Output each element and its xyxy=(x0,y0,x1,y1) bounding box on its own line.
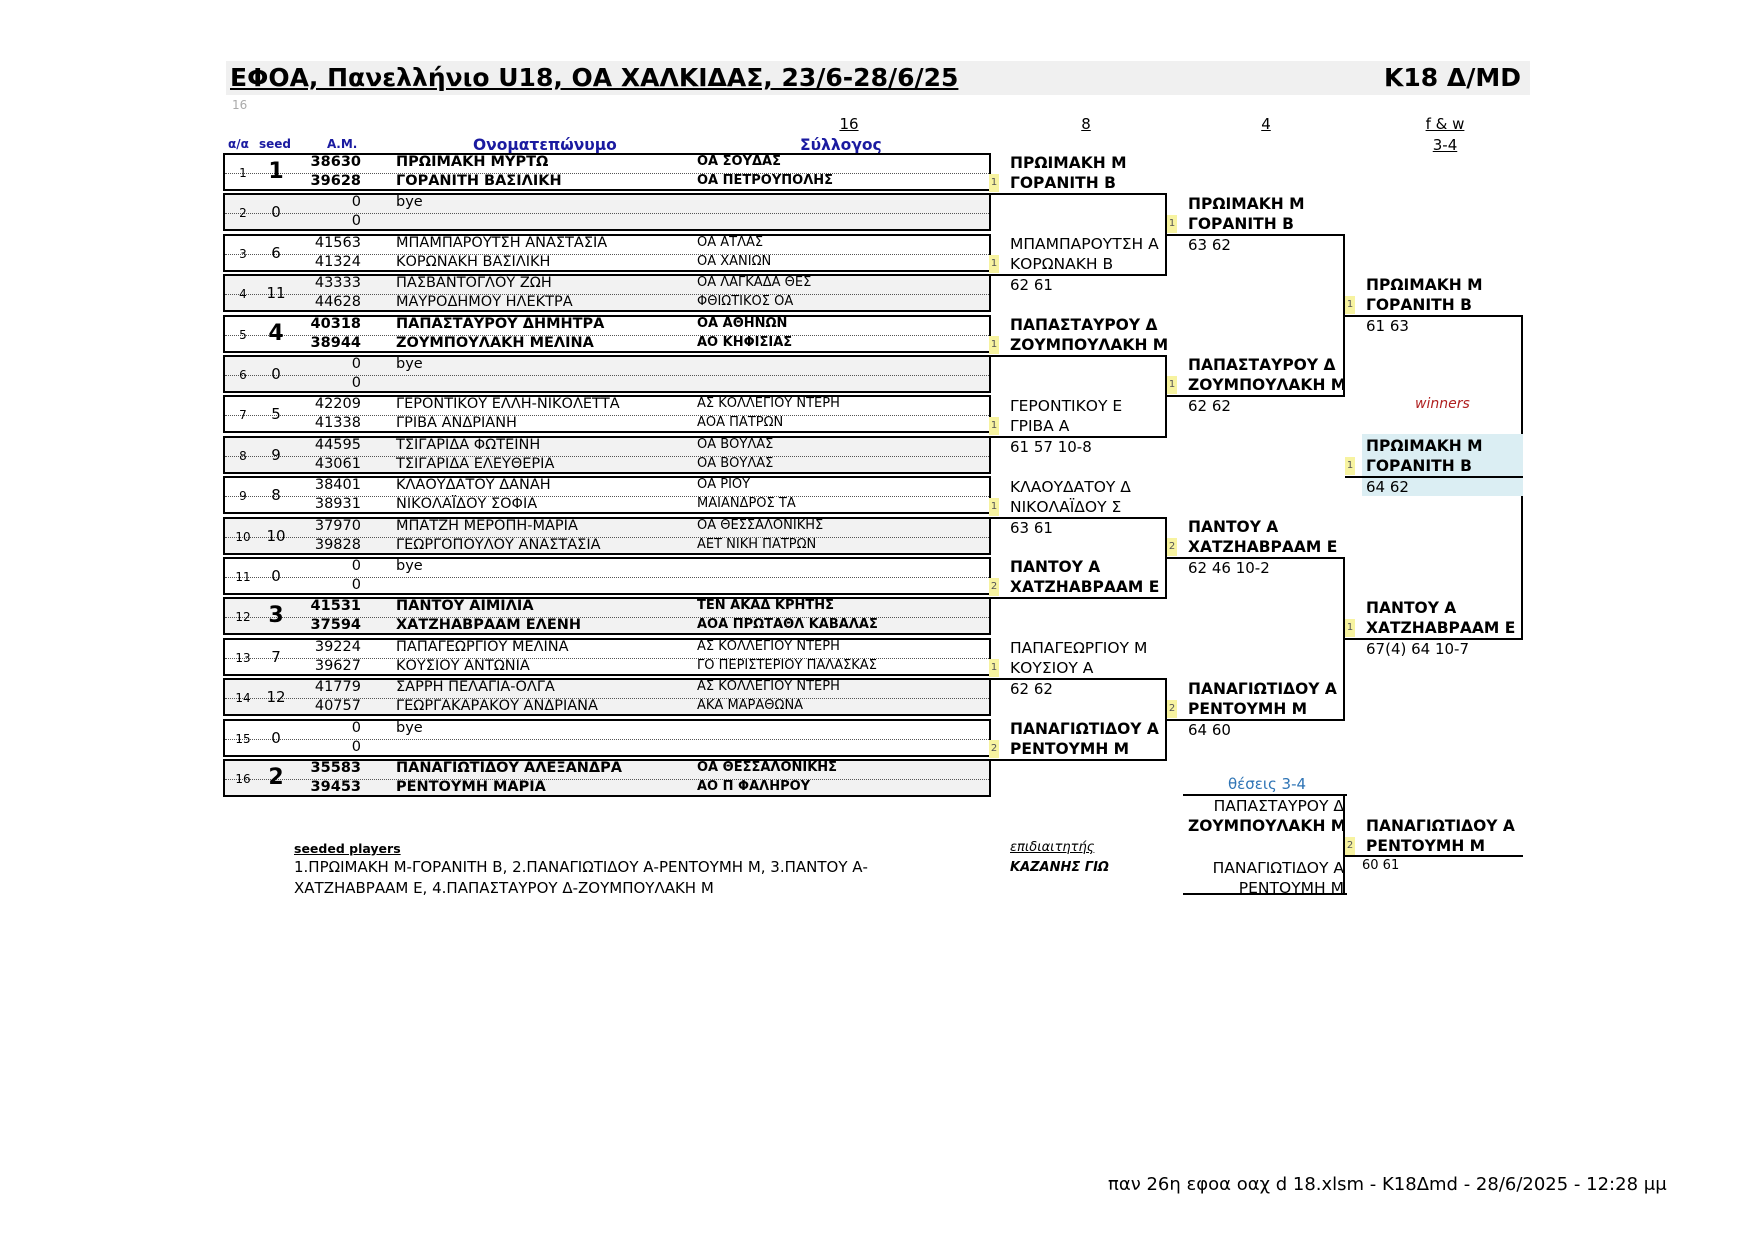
club-name: ΟΑ ΘΕΣΣΑΛΟΝΙΚΗΣ xyxy=(697,517,824,533)
third-place-score: 60 61 xyxy=(1362,858,1400,873)
member-id: 43061 xyxy=(314,455,361,472)
entry-seed: 8 xyxy=(271,486,281,505)
winner-marker: 1 xyxy=(989,498,999,516)
winner-marker: 2 xyxy=(1167,700,1177,718)
club-name: ΑΕΤ ΝΙΚΗ ΠΑΤΡΩΝ xyxy=(697,536,817,552)
player-name: ΣΑΡΡΗ ΠΕΛΑΓΙΑ-ΟΛΓΑ xyxy=(396,679,555,696)
member-id: 37594 xyxy=(310,617,361,634)
match-winner-name: ΧΑΤΖΗΑΒΡΑΑΜ Ε xyxy=(1010,578,1160,597)
entry-number: 2 xyxy=(239,206,247,221)
club-name: ΑΟ Π ΦΑΛΗΡΟΥ xyxy=(697,779,811,794)
entry-row xyxy=(223,355,991,393)
match-winner-name: ΠΑΝΤΟΥ Α xyxy=(1366,598,1457,617)
member-id: 0 xyxy=(351,375,361,391)
winner-marker: 1 xyxy=(989,336,999,354)
match-score: 61 63 xyxy=(1366,316,1409,335)
entry-number: 16 xyxy=(235,772,251,786)
club-name: ΑΣ ΚΟΛΛΕΓΙΟΥ ΝΤΕΡΗ xyxy=(697,638,840,654)
winners-label: winners xyxy=(1415,396,1470,412)
entry-row xyxy=(223,517,991,555)
member-id: 0 xyxy=(351,558,361,574)
member-id: 0 xyxy=(351,356,361,372)
match-winner-name: ΠΑΠΑΣΤΑΥΡΟΥ Δ xyxy=(1010,316,1158,334)
col-seed: seed xyxy=(259,137,292,151)
player-name: ΖΟΥΜΠΟΥΛΑΚΗ ΜΕΛΙΝΑ xyxy=(396,334,594,351)
match-winner-name: ΜΠΑΜΠΑΡΟΥΤΣΗ Α xyxy=(1010,235,1159,254)
player-name: ΠΑΣΒΑΝΤΟΓΛΟΥ ΖΩΗ xyxy=(396,275,552,292)
referee-name: ΚΑΖΑΝΗΣ ΓΙΩ xyxy=(1010,860,1109,875)
match-winner-name: ΚΟΥΣΙΟΥ Α xyxy=(1010,659,1094,678)
member-id: 43333 xyxy=(314,275,361,292)
player-name: ΚΟΡΩΝΑΚΗ ΒΑΣΙΛΙΚΗ xyxy=(396,253,551,270)
member-id: 38931 xyxy=(314,496,361,513)
match-score: 62 62 xyxy=(1188,397,1231,416)
member-id: 40757 xyxy=(314,698,361,715)
match-winner-name: ΓΟΡΑΝΙΤΗ Β xyxy=(1366,295,1472,314)
member-id: 0 xyxy=(351,577,361,593)
entry-seed: 7 xyxy=(271,647,281,666)
third-place-player: ΖΟΥΜΠΟΥΛΑΚΗ Μ xyxy=(1188,817,1347,835)
player-name: bye xyxy=(396,194,423,211)
col-name: Ονοματεπώνυμο xyxy=(473,136,617,154)
entry-seed: 6 xyxy=(271,243,281,262)
entry-number: 15 xyxy=(235,731,251,746)
member-id: 41324 xyxy=(314,253,361,270)
match-winner-name: ΠΑΠΑΣΤΑΥΡΟΥ Δ xyxy=(1188,356,1336,375)
member-id: 40318 xyxy=(310,315,361,332)
event-code: Κ18 Δ/MD xyxy=(1384,63,1521,92)
club-name: ΤΕΝ ΑΚΑΔ ΚΡΗΤΗΣ xyxy=(697,598,835,614)
round-16-header: 16 xyxy=(839,115,859,133)
seeded-title: seeded players xyxy=(294,841,401,856)
third-place-winner: ΠΑΝΑΓΙΩΤΙΔΟΥ Α xyxy=(1366,817,1515,835)
match-winner-name: ΠΑΝΤΟΥ Α xyxy=(1010,558,1101,577)
match-score: 62 61 xyxy=(1010,276,1053,295)
entry-row xyxy=(223,597,991,635)
match-winner-name: ΧΑΤΖΗΑΒΡΑΑΜ Ε xyxy=(1366,618,1516,637)
entry-seed: 4 xyxy=(268,320,284,346)
bracket-line xyxy=(1183,893,1347,895)
match-score: 64 60 xyxy=(1188,720,1231,739)
entry-row xyxy=(223,274,991,312)
club-name: ΟΑ ΠΕΤΡΟΥΠΟΛΗΣ xyxy=(697,173,834,188)
member-id: 42209 xyxy=(314,396,361,413)
player-name: ΧΑΤΖΗΑΒΡΑΑΜ ΕΛΕΝΗ xyxy=(396,617,582,634)
winner-marker: 1 xyxy=(1167,215,1177,233)
bracket-line xyxy=(989,597,1167,599)
entry-number: 12 xyxy=(235,610,251,625)
col-am: Α.Μ. xyxy=(327,137,358,151)
entry-number: 7 xyxy=(239,408,247,423)
entry-row xyxy=(223,234,991,272)
third-place-label: θέσεις 3-4 xyxy=(1228,775,1307,793)
entry-seed: 0 xyxy=(271,728,281,747)
match-winner-name: ΓΟΡΑΝΙΤΗ Β xyxy=(1188,214,1294,233)
member-id: 37970 xyxy=(314,517,361,534)
match-winner-name: ΚΟΡΩΝΑΚΗ Β xyxy=(1010,255,1114,274)
player-name: bye xyxy=(396,356,423,372)
player-name: ΠΑΠΑΣΤΑΥΡΟΥ ΔΗΜΗΤΡΑ xyxy=(396,315,605,332)
match-winner-name: ΠΡΩΙΜΑΚΗ Μ xyxy=(1188,194,1305,213)
member-id: 39224 xyxy=(314,638,361,655)
entry-number: 14 xyxy=(235,691,251,706)
winner-marker: 2 xyxy=(989,578,999,596)
player-name: ΚΛΑΟΥΔΑΤΟΥ ΔΑΝΑΗ xyxy=(396,477,551,494)
entry-number: 3 xyxy=(239,246,247,261)
player-name: ΚΟΥΣΙΟΥ ΑΝΤΩΝΙΑ xyxy=(396,657,530,674)
member-id: 38630 xyxy=(310,154,361,170)
draw-size: 16 xyxy=(232,98,248,112)
entry-number: 6 xyxy=(239,368,247,382)
entry-number: 4 xyxy=(239,287,247,302)
match-winner-name: ΝΙΚΟΛΑΪΔΟΥ Σ xyxy=(1010,497,1122,516)
member-id: 38944 xyxy=(310,334,361,351)
player-name: ΓΟΡΑΝΙΤΗ ΒΑΣΙΛΙΚΗ xyxy=(396,173,562,189)
entry-seed: 11 xyxy=(266,284,286,303)
club-name: ΑΣ ΚΟΛΛΕΓΙΟΥ ΝΤΕΡΗ xyxy=(697,679,840,695)
entry-number: 13 xyxy=(235,650,251,665)
club-name: ΟΑ ΛΑΓΚΑΔΑ ΘΕΣ xyxy=(697,275,812,291)
club-name: ΟΑ ΘΕΣΣΑΛΟΝΙΚΗΣ xyxy=(697,760,838,775)
entry-row xyxy=(223,638,991,676)
club-name: ΑΣ ΚΟΛΛΕΓΙΟΥ ΝΤΕΡΗ xyxy=(697,396,840,412)
winner-marker: 2 xyxy=(989,740,999,758)
player-name: ΤΣΙΓΑΡΙΔΑ ΕΛΕΥΘΕΡΙΑ xyxy=(396,455,555,472)
player-name: ΓΕΡΟΝΤΙΚΟΥ ΕΛΛΗ-ΝΙΚΟΛΕΤΤΑ xyxy=(396,396,620,413)
club-name: ΟΑ ΑΤΛΑΣ xyxy=(697,234,764,250)
match-winner-name: ΖΟΥΜΠΟΥΛΑΚΗ Μ xyxy=(1188,376,1347,395)
match-winner-name: ΠΑΠΑΓΕΩΡΓΙΟΥ Μ xyxy=(1010,639,1148,658)
entry-row xyxy=(223,153,991,191)
winner-marker: 1 xyxy=(1167,376,1177,394)
final-header: f & w xyxy=(1425,115,1465,133)
member-id: 38401 xyxy=(314,477,361,494)
club-name: ΑΟ ΚΗΦΙΣΙΑΣ xyxy=(697,334,793,350)
entry-seed: 12 xyxy=(266,688,286,707)
tournament-title: ΕΦΟΑ, Πανελλήνιο U18, ΟΑ ΧΑΛΚΙΔΑΣ, 23/6-28/6/25 xyxy=(230,63,959,92)
member-id: 44595 xyxy=(314,436,361,453)
match-score: 61 57 10-8 xyxy=(1010,437,1092,456)
player-name: ΜΑΥΡΟΔΗΜΟΥ ΗΛΕΚΤΡΑ xyxy=(396,294,573,311)
entry-row xyxy=(223,678,991,716)
referee-label: επιδιαιτητής xyxy=(1010,840,1095,855)
club-name: ΟΑ ΒΟΥΛΑΣ xyxy=(697,455,774,471)
entry-number: 5 xyxy=(239,327,247,342)
entry-number: 10 xyxy=(235,529,251,544)
player-name: ΠΑΝΤΟΥ ΑΙΜΙΛΙΑ xyxy=(396,598,534,615)
club-name: ΟΑ ΡΙΟΥ xyxy=(697,477,751,493)
entry-seed: 0 xyxy=(271,365,281,383)
club-name: ΦΘΙΩΤΙΚΟΣ ΟΑ xyxy=(697,294,794,310)
club-name: ΟΑ ΣΟΥΔΑΣ xyxy=(697,154,781,169)
match-winner-name: ΡΕΝΤΟΥΜΗ Μ xyxy=(1188,699,1308,718)
member-id: 0 xyxy=(351,194,361,211)
winner-marker: 1 xyxy=(989,255,999,273)
bracket-line xyxy=(989,193,1167,195)
winner-marker: 1 xyxy=(989,659,999,677)
entry-row xyxy=(223,395,991,433)
round-4-header: 4 xyxy=(1261,115,1271,133)
entry-seed: 9 xyxy=(271,445,281,464)
club-name: ΜΑΙΑΝΔΡΟΣ ΤΑ xyxy=(697,496,796,512)
third-place-player: ΡΕΝΤΟΥΜΗ Μ xyxy=(1238,879,1344,897)
member-id: 39453 xyxy=(310,779,361,795)
club-name: ΑΟΑ ΠΑΤΡΩΝ xyxy=(697,415,784,431)
entry-number: 11 xyxy=(235,570,251,584)
match-winner-name: ΠΑΝΑΓΙΩΤΙΔΟΥ Α xyxy=(1010,720,1159,738)
bracket-line xyxy=(1345,855,1523,857)
member-id: 0 xyxy=(351,719,361,736)
entry-number: 8 xyxy=(239,448,247,463)
entry-row xyxy=(223,759,991,797)
member-id: 41531 xyxy=(310,598,361,615)
winner-marker: 1 xyxy=(989,417,999,435)
match-winner-name: ΚΛΑΟΥΔΑΤΟΥ Δ xyxy=(1010,477,1131,496)
club-name: ΑΟΑ ΠΡΩΤΑΘΛ ΚΑΒΑΛΑΣ xyxy=(697,617,878,633)
club-name: ΟΑ ΑΘΗΝΩΝ xyxy=(697,315,788,331)
member-id: 41563 xyxy=(314,234,361,251)
player-name: ΓΕΩΡΓΑΚΑΡΑΚΟΥ ΑΝΔΡΙΑΝΑ xyxy=(396,698,598,715)
member-id: 0 xyxy=(351,213,361,230)
player-name: ΤΣΙΓΑΡΙΔΑ ΦΩΤΕΙΝΗ xyxy=(396,436,541,453)
member-id: 41338 xyxy=(314,415,361,432)
entry-row xyxy=(223,436,991,474)
bracket-line xyxy=(989,759,1167,761)
club-name: ΓΟ ΠΕΡΙΣΤΕΡΙΟΥ ΠΑΛΑΣΚΑΣ xyxy=(697,657,877,673)
player-name: ΜΠΑΤΖΗ ΜΕΡΟΠΗ-ΜΑΡΙΑ xyxy=(396,517,578,534)
player-name: ΡΕΝΤΟΥΜΗ ΜΑΡΙΑ xyxy=(396,779,546,795)
match-winner-name: ΠΡΩΙΜΑΚΗ Μ xyxy=(1366,275,1483,294)
player-name: bye xyxy=(396,719,423,736)
match-winner-name: ΠΡΩΙΜΑΚΗ Μ xyxy=(1010,154,1127,173)
match-winner-name: ΓΕΡΟΝΤΙΚΟΥ Ε xyxy=(1010,396,1123,415)
entry-row xyxy=(223,719,991,757)
entry-row xyxy=(223,476,991,514)
club-name: ΟΑ ΧΑΝΙΩΝ xyxy=(697,253,772,269)
winner-marker: 1 xyxy=(1345,296,1355,314)
player-name: ΠΑΝΑΓΙΩΤΙΔΟΥ ΑΛΕΞΑΝΔΡΑ xyxy=(396,760,622,776)
third-place-header: 3-4 xyxy=(1432,136,1458,154)
third-place-player: ΠΑΝΑΓΙΩΤΙΔΟΥ Α xyxy=(1212,859,1344,877)
winner-marker: 2 xyxy=(1345,837,1355,855)
entry-seed: 0 xyxy=(271,567,281,585)
club-name: ΑΚΑ ΜΑΡΑΘΩΝΑ xyxy=(697,698,804,714)
member-id: 44628 xyxy=(314,294,361,311)
winner-marker: 2 xyxy=(1167,538,1177,556)
champion-name: ΠΡΩΙΜΑΚΗ Μ xyxy=(1366,437,1483,456)
member-id: 39628 xyxy=(310,173,361,189)
player-name: ΜΠΑΜΠΑΡΟΥΤΣΗ ΑΝΑΣΤΑΣΙΑ xyxy=(396,234,608,251)
entry-seed: 2 xyxy=(268,765,284,790)
seeded-line-2: ΧΑΤΖΗΑΒΡΑΑΜ Ε, 4.ΠΑΠΑΣΤΑΥΡΟΥ Δ-ΖΟΥΜΠΟΥΛΑΚΗ Μ xyxy=(294,879,714,897)
entry-seed: 10 xyxy=(266,526,286,545)
match-winner-name: ΓΟΡΑΝΙΤΗ Β xyxy=(1010,174,1116,193)
winner-marker: 1 xyxy=(1345,457,1355,475)
entry-row xyxy=(223,557,991,595)
entry-seed: 0 xyxy=(271,203,281,222)
match-winner-name: ΡΕΝΤΟΥΜΗ Μ xyxy=(1010,740,1130,758)
player-name: ΠΑΠΑΓΕΩΡΓΙΟΥ ΜΕΛΙΝΑ xyxy=(396,638,569,655)
file-footer: παν 26η εφοα οαχ d 18.xlsm - Κ18Δmd - 28/6/2025 - 12:28 μμ xyxy=(1108,1174,1667,1195)
col-club: Σύλλογος xyxy=(800,136,882,154)
third-place-player: ΠΑΠΑΣΤΑΥΡΟΥ Δ xyxy=(1213,797,1344,815)
seeded-line-1: 1.ΠΡΩΙΜΑΚΗ Μ-ΓΟΡΑΝΙΤΗ Β, 2.ΠΑΝΑΓΙΩΤΙΔΟΥ Α-ΡΕΝΤΟΥΜΗ Μ, 3.ΠΑΝΤΟΥ Α- xyxy=(294,858,868,876)
entry-seed: 5 xyxy=(271,405,281,424)
entry-seed: 3 xyxy=(268,603,284,629)
entry-number: 9 xyxy=(239,489,247,504)
player-name: ΓΡΙΒΑ ΑΝΔΡΙΑΝΗ xyxy=(396,415,517,432)
winner-marker: 1 xyxy=(989,174,999,192)
col-aa: α/α xyxy=(228,137,249,151)
member-id: 41779 xyxy=(314,679,361,696)
entry-seed: 1 xyxy=(268,159,284,184)
third-place-winner: ΡΕΝΤΟΥΜΗ Μ xyxy=(1366,837,1486,855)
match-score: 62 46 10-2 xyxy=(1188,559,1270,577)
match-score: 63 62 xyxy=(1188,235,1231,254)
match-score: 67(4) 64 10-7 xyxy=(1366,639,1470,658)
club-name: ΟΑ ΒΟΥΛΑΣ xyxy=(697,436,774,452)
match-score: 63 61 xyxy=(1010,518,1053,537)
match-winner-name: ΧΑΤΖΗΑΒΡΑΑΜ Ε xyxy=(1188,538,1338,556)
round-8-header: 8 xyxy=(1081,115,1091,133)
champion-name: ΓΟΡΑΝΙΤΗ Β xyxy=(1366,457,1472,476)
entry-number: 1 xyxy=(239,166,247,180)
player-name: ΠΡΩΙΜΑΚΗ ΜΥΡΤΩ xyxy=(396,154,549,170)
player-name: ΓΕΩΡΓΟΠΟΥΛΟΥ ΑΝΑΣΤΑΣΙΑ xyxy=(396,536,601,553)
final-score: 64 62 xyxy=(1366,478,1409,497)
winner-marker: 1 xyxy=(1345,619,1355,637)
player-name: ΝΙΚΟΛΑΪΔΟΥ ΣΟΦΙΑ xyxy=(396,496,538,513)
match-winner-name: ΠΑΝΑΓΙΩΤΙΔΟΥ Α xyxy=(1188,679,1337,698)
member-id: 35583 xyxy=(310,760,361,776)
bracket-line xyxy=(989,355,1167,357)
entry-row xyxy=(223,315,991,353)
member-id: 39627 xyxy=(314,657,361,674)
match-winner-name: ΖΟΥΜΠΟΥΛΑΚΗ Μ xyxy=(1010,336,1169,354)
member-id: 39828 xyxy=(314,536,361,553)
entry-row xyxy=(223,193,991,231)
player-name: bye xyxy=(396,558,423,574)
match-score: 62 62 xyxy=(1010,680,1053,699)
member-id: 0 xyxy=(351,738,361,755)
match-winner-name: ΓΡΙΒΑ Α xyxy=(1010,416,1070,435)
match-winner-name: ΠΑΝΤΟΥ Α xyxy=(1188,518,1279,536)
